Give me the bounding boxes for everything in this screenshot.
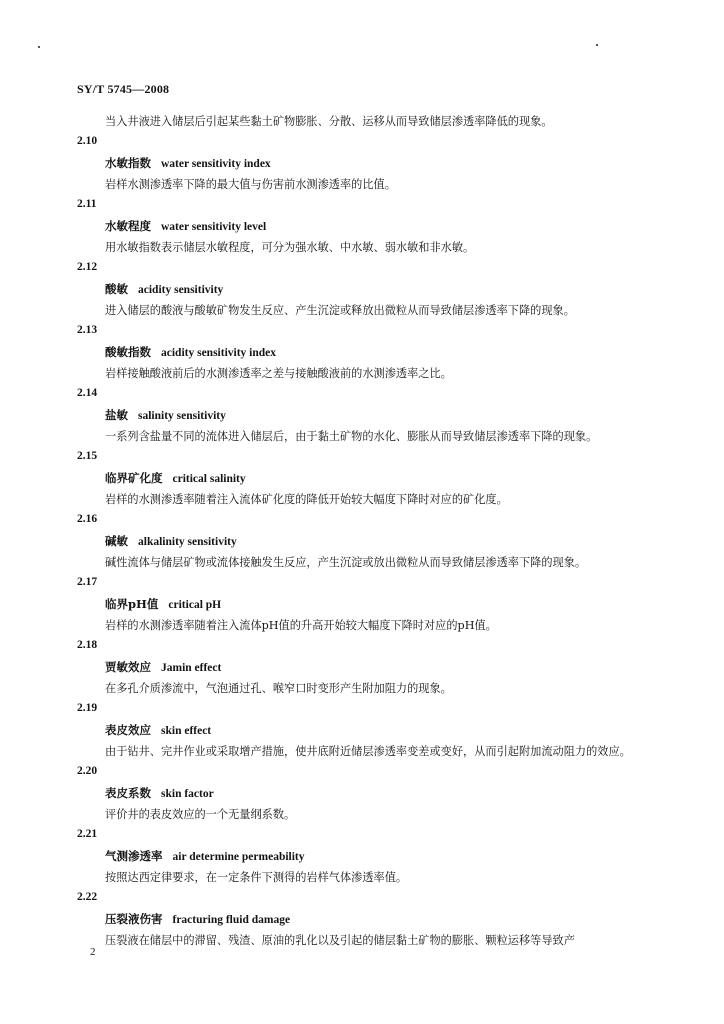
term-entry — [77, 384, 643, 446]
section-number: 2.10 — [77, 135, 98, 147]
term-definition: 进入储层的酸液与酸敏矿物发生反应、产生沉淀或释放出微粒从而导致储层渗透率下降的现象。 — [105, 304, 575, 317]
term-heading — [77, 593, 643, 615]
term-english: acidity sensitivity index — [161, 347, 277, 359]
section-number: 2.20 — [77, 765, 98, 777]
term-definition: 岩样接触酸液前后的水测渗透率之差与接触酸液前的水测渗透率之比。 — [105, 367, 452, 380]
term-entry — [77, 258, 643, 320]
term-heading — [77, 467, 643, 489]
term-english: water sensitivity level — [161, 221, 267, 233]
term-definition: 岩样的水测渗透率随着注入流体pH值的升高开始较大幅度下降时对应的pH值。 — [105, 619, 497, 632]
term-chinese: 贾敏效应 — [105, 660, 151, 674]
term-definition: 岩样水测渗透率下降的最大值与伤害前水测渗透率的比值。 — [105, 178, 396, 191]
term-chinese: 压裂液伤害 — [105, 912, 163, 926]
term-heading — [77, 341, 643, 363]
term-entry — [77, 699, 643, 761]
section-number: 2.19 — [77, 702, 98, 714]
term-english: fracturing fluid damage — [172, 914, 291, 926]
term-english: acidity sensitivity — [138, 284, 224, 296]
page-number: 2 — [90, 946, 96, 958]
term-entry — [77, 447, 643, 509]
page-content — [77, 112, 643, 950]
term-heading — [77, 719, 643, 741]
document-code: SY/T 5745—2008 — [77, 82, 170, 96]
section-number: 2.13 — [77, 324, 98, 336]
term-definition: 用水敏指数表示储层水敏程度，可分为强水敏、中水敏、弱水敏和非水敏。 — [105, 241, 475, 254]
section-number: 2.22 — [77, 891, 98, 903]
scan-speck — [596, 44, 598, 46]
term-definition: 岩样的水测渗透率随着注入流体矿化度的降低开始较大幅度下降时对应的矿化度。 — [105, 493, 508, 506]
term-english: alkalinity sensitivity — [138, 536, 237, 548]
section-number: 2.12 — [77, 261, 98, 273]
term-entry — [77, 825, 643, 887]
term-definition: 由于钻井、完井作业或采取增产措施，使井底附近储层渗透率变差或变好，从而引起附加流动阻力的效应。 — [105, 745, 631, 758]
section-number: 2.14 — [77, 387, 98, 399]
intro-paragraph: 当入井液进入储层后引起某些黏土矿物膨胀、分散、运移从而导致储层渗透率降低的现象。 — [105, 115, 553, 128]
term-chinese: 气测渗透率 — [105, 849, 163, 863]
term-entry — [77, 573, 643, 635]
term-chinese: 临界pH值 — [105, 597, 159, 611]
term-entry — [77, 132, 643, 194]
term-entry — [77, 762, 643, 824]
term-chinese: 酸敏指数 — [105, 345, 151, 359]
section-number: 2.16 — [77, 513, 98, 525]
term-definition: 按照达西定律要求，在一定条件下测得的岩样气体渗透率值。 — [105, 871, 408, 884]
term-chinese: 临界矿化度 — [105, 471, 163, 485]
term-definition: 压裂液在储层中的滞留、残渣、原油的乳化以及引起的储层黏土矿物的膨胀、颗粒运移等导致产 — [105, 934, 575, 947]
term-entry — [77, 510, 643, 572]
term-entry — [77, 636, 643, 698]
term-definition: 一系列含盐量不同的流体进入储层后，由于黏土矿物的水化、膨胀从而导致储层渗透率下降的现象。 — [105, 430, 598, 443]
term-entry — [77, 321, 643, 383]
term-english: Jamin effect — [161, 662, 222, 674]
term-definition: 在多孔介质渗流中，气泡通过孔、喉窄口时变形产生附加阻力的现象。 — [105, 682, 452, 695]
term-definition: 碱性流体与储层矿物或流体接触发生反应，产生沉淀或放出微粒从而导致储层渗透率下降的现象。 — [105, 556, 587, 569]
term-english: salinity sensitivity — [138, 410, 226, 422]
term-chinese: 水敏指数 — [105, 156, 151, 170]
section-number: 2.15 — [77, 450, 98, 462]
section-number: 2.17 — [77, 576, 98, 588]
term-entries — [77, 132, 643, 950]
term-chinese: 水敏程度 — [105, 219, 151, 233]
term-heading — [77, 782, 643, 804]
term-chinese: 盐敏 — [105, 408, 128, 422]
section-number: 2.18 — [77, 639, 98, 651]
term-english: skin factor — [161, 788, 214, 800]
term-heading — [77, 530, 643, 552]
term-english: water sensitivity index — [161, 158, 271, 170]
term-chinese: 碱敏 — [105, 534, 128, 548]
term-english: critical pH — [168, 599, 222, 611]
term-definition: 评价井的表皮效应的一个无量纲系数。 — [105, 808, 296, 821]
section-number: 2.11 — [77, 198, 97, 210]
section-number: 2.21 — [77, 828, 98, 840]
term-heading — [77, 908, 643, 930]
term-entry — [77, 195, 643, 257]
term-heading — [77, 845, 643, 867]
term-chinese: 表皮效应 — [105, 723, 151, 737]
term-heading — [77, 215, 643, 237]
term-heading — [77, 656, 643, 678]
term-chinese: 酸敏 — [105, 282, 128, 296]
term-entry — [77, 888, 643, 950]
term-heading — [77, 404, 643, 426]
term-english: skin effect — [161, 725, 212, 737]
term-english: air determine permeability — [172, 851, 305, 863]
term-chinese: 表皮系数 — [105, 786, 151, 800]
scan-speck — [38, 46, 40, 48]
term-english: critical salinity — [172, 473, 246, 485]
term-heading — [77, 278, 643, 300]
term-heading — [77, 152, 643, 174]
